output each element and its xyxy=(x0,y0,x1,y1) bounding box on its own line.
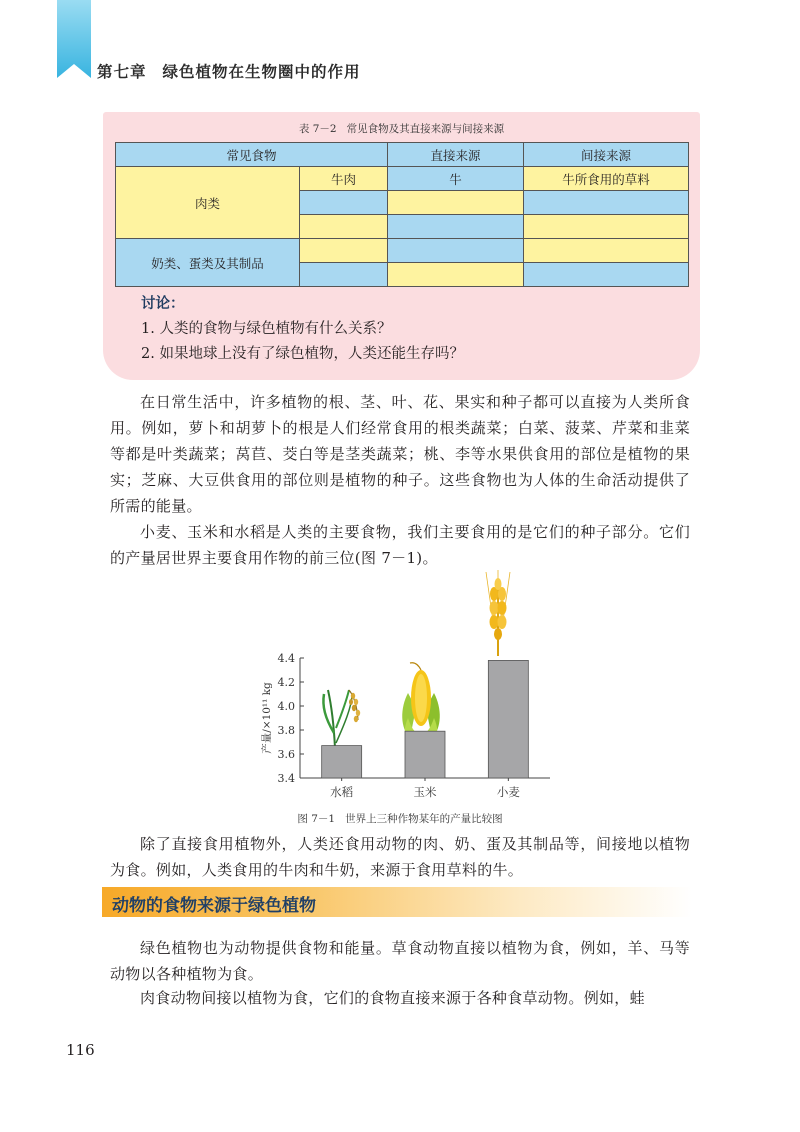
y-tick-label: 4.0 xyxy=(277,700,295,713)
crop-yield-chart xyxy=(250,568,570,828)
table-row xyxy=(116,167,689,191)
paragraph-plant-foods: 在日常生活中，许多植物的根、茎、叶、花、果实和种子都可以直接为人类所食用。例如，萝卜和胡萝卜的根是人们经常食用的根类蔬菜；白菜、菠菜、芹菜和韭菜等都是叶类蔬菜；莴苣、茭白等是茎类蔬菜；桃、李等水果供食用的部位是植物的果实；芝麻、大豆供食用的部位则是植物的种子。这些食物也为人体的生命活动提供了所需的能量。 xyxy=(110,393,690,515)
paragraph-carnivores: 肉食动物间接以植物为食，它们的食物直接来源于各种食草动物。例如，蛙 xyxy=(140,989,645,1007)
y-tick-label: 3.6 xyxy=(277,748,295,761)
header-indirect: 间接来源 xyxy=(524,143,689,167)
chapter-bookmark-icon xyxy=(57,0,91,78)
table-cell-empty xyxy=(300,263,388,287)
chart-caption-title: 世界上三种作物某年的产量比较图 xyxy=(345,813,503,825)
table-cell-empty xyxy=(300,215,388,239)
chapter-number: 第七章 xyxy=(97,63,147,81)
section-heading xyxy=(102,887,692,917)
beef-indirect-cell: 牛所食用的草料 xyxy=(524,167,689,191)
table-cell-empty xyxy=(388,263,524,287)
y-tick-label: 3.4 xyxy=(277,772,295,785)
paragraph-staple-crops: 小麦、玉米和水稻是人类的主要食物，我们主要食用的是它们的种子部分。它们的产量居世界主要食用作物的前三位(图 7－1)。 xyxy=(110,523,690,567)
x-tick-label: 玉米 xyxy=(413,785,437,799)
beef-cell: 牛肉 xyxy=(300,167,388,191)
activity-box xyxy=(103,112,700,380)
table-header-row xyxy=(116,143,689,167)
paragraph-indirect-food: 除了直接食用植物外，人类还食用动物的肉、奶、蛋及其制品等，间接地以植物为食。例如，人类食用的牛肉和牛奶，来源于食用草料的牛。 xyxy=(110,835,690,879)
page-number: 116 xyxy=(66,1041,95,1059)
table-cell-empty xyxy=(388,191,524,215)
y-tick-label: 3.8 xyxy=(277,724,295,737)
table-caption-number: 表 7－2 xyxy=(298,123,337,135)
beef-direct-cell: 牛 xyxy=(388,167,524,191)
section-title: 动物的食物来源于绿色植物 xyxy=(112,896,316,916)
bar-1 xyxy=(322,746,362,778)
meat-category-cell: 肉类 xyxy=(116,167,300,239)
bar-3 xyxy=(488,660,528,778)
table-cell-empty xyxy=(300,239,388,263)
chapter-title: 绿色植物在生物圈中的作用 xyxy=(162,63,361,81)
discussion-title: 讨论： xyxy=(141,296,185,312)
discussion-question-2: 2. 如果地球上没有了绿色植物，人类还能生存吗？ xyxy=(141,346,464,362)
paragraph-herbivores: 绿色植物也为动物提供食物和能量。草食动物直接以植物为食，例如，羊、马等动物以各种植物为食。 xyxy=(110,939,690,983)
table-cell-empty xyxy=(388,215,524,239)
table-cell-empty xyxy=(388,239,524,263)
food-source-table xyxy=(115,142,689,287)
chart-caption-number: 图 7－1 xyxy=(297,813,336,825)
dairy-category-cell: 奶类、蛋类及其制品 xyxy=(116,239,300,287)
bar-2 xyxy=(405,731,445,778)
chart-caption xyxy=(0,811,800,826)
table-cell-empty xyxy=(524,263,689,287)
table-cell-empty xyxy=(524,239,689,263)
discussion xyxy=(141,292,464,367)
y-tick-label: 4.2 xyxy=(277,676,295,689)
discussion-question-1: 1. 人类的食物与绿色植物有什么关系？ xyxy=(141,321,392,337)
table-caption-title: 常见食物及其直接来源与间接来源 xyxy=(346,123,505,135)
y-axis-label: 产量/×10¹¹ kg xyxy=(261,682,273,754)
table-cell-empty xyxy=(300,191,388,215)
wheat-ear-icon xyxy=(486,570,510,656)
x-tick-label: 小麦 xyxy=(496,785,520,799)
table-row xyxy=(116,239,689,263)
table-caption xyxy=(103,121,700,136)
header-food: 常见食物 xyxy=(116,143,388,167)
table-cell-empty xyxy=(524,191,689,215)
y-tick-label: 4.4 xyxy=(277,652,295,665)
rice-plant-icon xyxy=(323,690,360,748)
chapter-header xyxy=(97,60,361,82)
header-direct: 直接来源 xyxy=(388,143,524,167)
table-cell-empty xyxy=(524,215,689,239)
x-tick-label: 水稻 xyxy=(330,785,354,799)
